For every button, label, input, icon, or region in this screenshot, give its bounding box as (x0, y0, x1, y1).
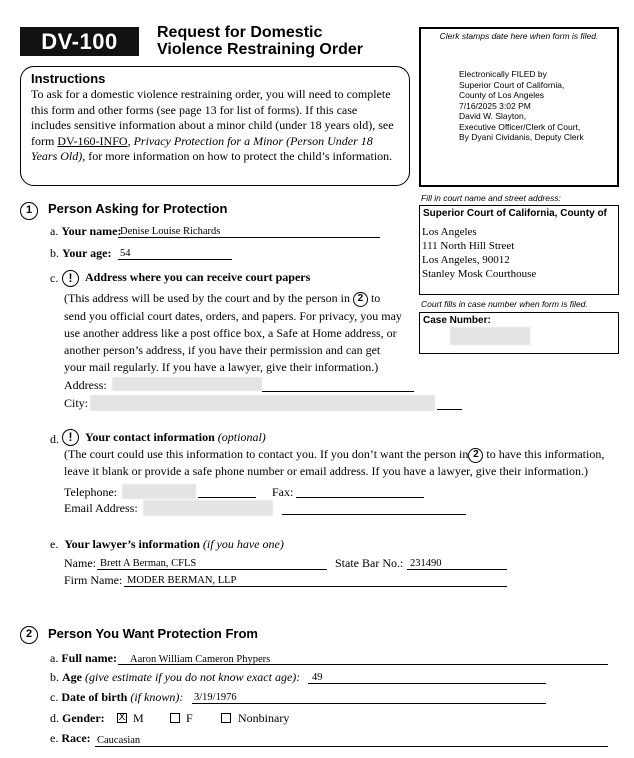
address-line[interactable] (262, 391, 414, 392)
email-label: Email Address: (64, 501, 138, 515)
city-line[interactable] (437, 409, 462, 410)
firm-name-line (124, 586, 507, 587)
court-box (419, 205, 619, 295)
state-bar-line (407, 569, 507, 570)
section-1-number: 1 (20, 202, 38, 220)
s2-d-row: d. Gender: (50, 711, 105, 725)
s2-b-row: b. Age (give estimate if you do not know exact age): (50, 670, 301, 684)
exclamation-icon: ! (62, 270, 79, 287)
s1-c-letter: c. (50, 271, 59, 285)
court-address: Los Angeles 111 North Hill Street Los Angeles, 90012 Stanley Mosk Courthouse (422, 226, 537, 280)
clerk-caption: Clerk stamps date here when form is filed. (439, 31, 599, 41)
address-label: Address: (64, 378, 107, 392)
race-line (95, 746, 608, 747)
redacted-email (143, 500, 273, 516)
telephone-label: Telephone: (64, 485, 118, 499)
instructions-text: To ask for a domestic violence restraining order, you will need to complete this form and other forms (see page 13 for list of forms). If this case includes sensitive information about a minor child (under 18 years old), see form DV-160-INFO, Privacy Protection for a Minor (Person Under 18 Years Old), for more information on how to protect the child’s information. (31, 87, 394, 163)
section-2-number: 2 (20, 626, 38, 644)
state-bar-label: State Bar No.: (335, 556, 404, 570)
gender-nonbinary-label: Nonbinary (238, 711, 290, 725)
case-number-label: Case Number: (423, 315, 491, 326)
firm-name-label: Firm Name: (64, 573, 123, 587)
court-caption: Fill in court name and street address: (421, 193, 561, 203)
your-age-line (118, 259, 232, 260)
s2-c-row: c. Date of birth (if known): (50, 690, 184, 704)
filed-stamp: Electronically FILED by Superior Court of California, County of Los Angeles 7/16/2025 3:02 PM David W. Slayton, Executive Officer/Clerk of Court, By Dyani Cividanis, Deputy Clerk (459, 69, 584, 142)
section-2-title: Person You Want Protection From (48, 626, 258, 641)
redacted-address (112, 377, 262, 391)
age-value[interactable]: 49 (312, 672, 323, 683)
fax-line[interactable] (296, 497, 424, 498)
lawyer-name-line (97, 569, 327, 570)
telephone-line[interactable] (198, 497, 256, 498)
instructions-heading: Instructions (31, 71, 106, 86)
instructions-box (20, 66, 410, 186)
form-number: DV-100 (20, 27, 139, 56)
lawyer-name-label: Name: (64, 556, 96, 570)
race-value[interactable]: Caucasian (97, 735, 141, 746)
s1-c-text: (This address will be used by the court and by the person in 2 to send you official court dates, orders, and papers. For privacy, you may use another address like a post office box, a Safe at Home address, or another person’s address, if you have their permission and can get your mail regularly. If you have a lawyer, give their information.) (64, 291, 402, 374)
clerk-stamp-box (419, 27, 619, 187)
email-line[interactable] (282, 514, 466, 515)
case-caption: Court fills in case number when form is filed. (421, 299, 588, 309)
s2-e-row: e. Race: (50, 731, 91, 745)
redacted-city (90, 395, 435, 411)
case-number-box (419, 312, 619, 354)
gender-nonbinary-checkbox[interactable] (221, 713, 231, 723)
your-age-value[interactable]: 54 (120, 248, 131, 259)
redacted-telephone (122, 484, 196, 499)
s1-d-letter: d. (50, 432, 59, 446)
full-name-value[interactable]: Aaron William Cameron Phypers (130, 654, 271, 665)
s1-e-row: e. Your lawyer’s information (if you have one) (50, 537, 284, 551)
fax-label: Fax: (272, 485, 294, 499)
dob-value[interactable]: 3/19/1976 (194, 692, 237, 703)
redacted-case-number (450, 327, 530, 345)
gender-f-label: F (186, 711, 193, 725)
court-heading: Superior Court of California, County of (423, 208, 607, 219)
s1-b-row: b. Your age: (50, 246, 112, 260)
your-name-value[interactable]: Denise Louise Richards (120, 226, 221, 237)
exclamation-icon: ! (62, 429, 79, 446)
s1-d-label: Your contact information (optional) (85, 430, 266, 444)
section-2-ref-icon: 2 (353, 292, 368, 307)
s1-c-label: Address where you can receive court papers (85, 270, 311, 284)
firm-name-value[interactable]: MODER BERMAN, LLP (127, 575, 237, 586)
age-line (308, 683, 546, 684)
section-1-title: Person Asking for Protection (48, 201, 228, 216)
dob-line (192, 703, 546, 704)
section-2-ref-icon: 2 (468, 448, 483, 463)
your-name-line (118, 237, 380, 238)
s1-d-text: (The court could use this information to contact you. If you don’t want the person in 2 to have this information, leave it blank or provide a safe phone number or email address. If you have a lawyer, give their information.) (64, 447, 605, 478)
form-title: Request for Domestic Violence Restraining Order (157, 24, 363, 58)
lawyer-name-value[interactable]: Brett A Berman, CFLS (100, 558, 197, 569)
state-bar-value[interactable]: 231490 (410, 558, 442, 569)
gender-m-checkbox[interactable]: X (118, 712, 126, 723)
dv160-info-link[interactable]: DV-160-INFO (57, 133, 128, 148)
gender-m-label: M (133, 711, 144, 725)
s2-a-row: a. Full name: (50, 651, 117, 665)
city-label: City: (64, 396, 89, 410)
gender-f-checkbox[interactable] (170, 713, 180, 723)
s1-a-row: a. Your name: (50, 224, 122, 238)
